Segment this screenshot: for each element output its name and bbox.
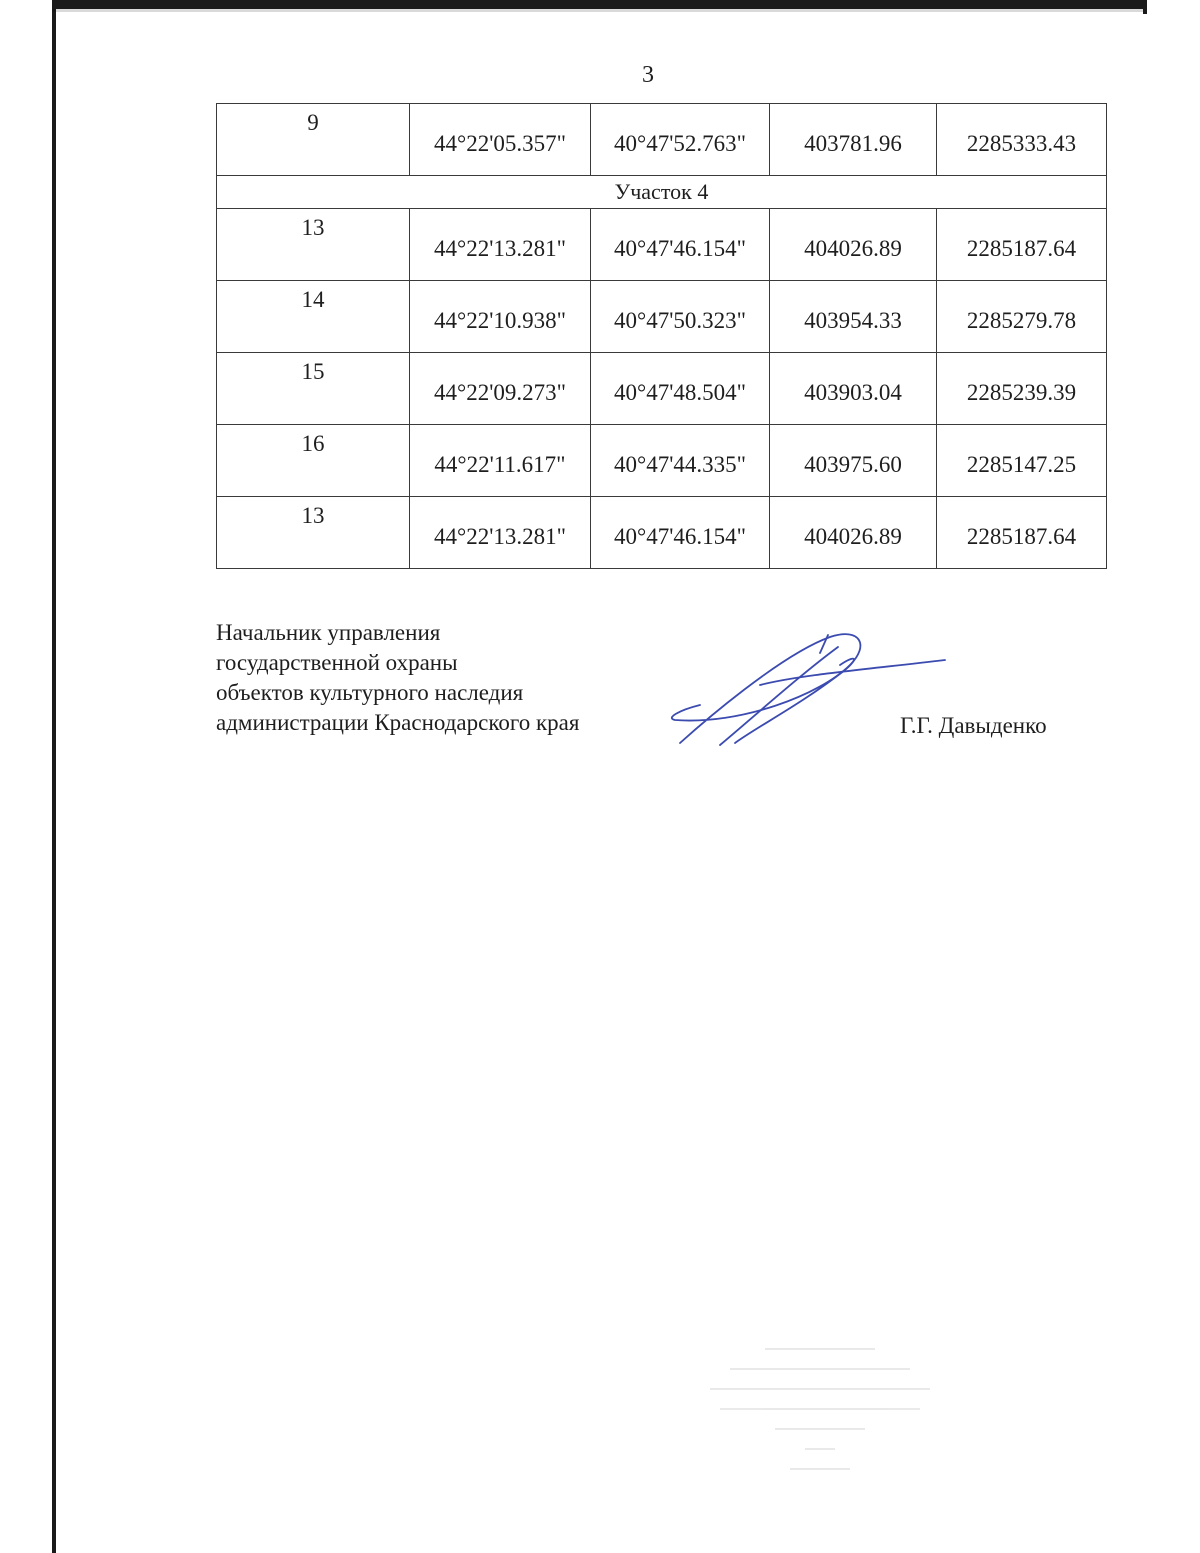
latitude-cell: 44°22'05.357" [410, 104, 591, 176]
longitude-cell: 40°47'52.763" [591, 104, 770, 176]
longitude-cell: 40°47'50.323" [591, 281, 770, 353]
table-row [217, 281, 1107, 353]
latitude-cell: 44°22'10.938" [410, 281, 591, 353]
table-row [217, 209, 1107, 281]
y-coordinate-cell: 2285187.64 [937, 209, 1107, 281]
longitude-cell: 40°47'46.154" [591, 209, 770, 281]
signatory-title-line-3: объектов культурного наследия [216, 680, 524, 705]
coordinates-table [216, 103, 1107, 569]
section-row [217, 176, 1107, 209]
table-row [217, 425, 1107, 497]
point-number-cell: 9 [217, 104, 410, 176]
faded-stamp [690, 1330, 950, 1540]
point-number-cell: 15 [217, 353, 410, 425]
x-coordinate-cell: 403903.04 [770, 353, 937, 425]
x-coordinate-cell: 404026.89 [770, 497, 937, 569]
latitude-cell: 44°22'13.281" [410, 209, 591, 281]
point-number-cell: 13 [217, 209, 410, 281]
latitude-cell: 44°22'13.281" [410, 497, 591, 569]
x-coordinate-cell: 403954.33 [770, 281, 937, 353]
longitude-cell: 40°47'48.504" [591, 353, 770, 425]
y-coordinate-cell: 2285279.78 [937, 281, 1107, 353]
longitude-cell: 40°47'46.154" [591, 497, 770, 569]
point-number-cell: 13 [217, 497, 410, 569]
y-coordinate-cell: 2285239.39 [937, 353, 1107, 425]
scan-edge-right [1143, 0, 1147, 14]
latitude-cell: 44°22'11.617" [410, 425, 591, 497]
y-coordinate-cell: 2285147.25 [937, 425, 1107, 497]
scan-edge-top [52, 0, 1147, 12]
signer-name: Г.Г. Давыденко [900, 713, 1047, 738]
table-row [217, 104, 1107, 176]
y-coordinate-cell: 2285333.43 [937, 104, 1107, 176]
longitude-cell: 40°47'44.335" [591, 425, 770, 497]
table-row [217, 497, 1107, 569]
signatory-title-line-4: администрации Краснодарского края [216, 710, 580, 735]
x-coordinate-cell: 403975.60 [770, 425, 937, 497]
scan-edge-left [52, 0, 56, 1553]
signatory-title-line-2: государственной охраны [216, 650, 458, 675]
point-number-cell: 16 [217, 425, 410, 497]
x-coordinate-cell: 404026.89 [770, 209, 937, 281]
coordinates-table-body [217, 104, 1107, 569]
x-coordinate-cell: 403781.96 [770, 104, 937, 176]
y-coordinate-cell: 2285187.64 [937, 497, 1107, 569]
signatory-title-line-1: Начальник управления [216, 620, 441, 645]
latitude-cell: 44°22'09.273" [410, 353, 591, 425]
page-number: 3 [642, 62, 654, 88]
section-label: Участок 4 [217, 176, 1107, 209]
table-row [217, 353, 1107, 425]
point-number-cell: 14 [217, 281, 410, 353]
signature-block [216, 618, 579, 738]
